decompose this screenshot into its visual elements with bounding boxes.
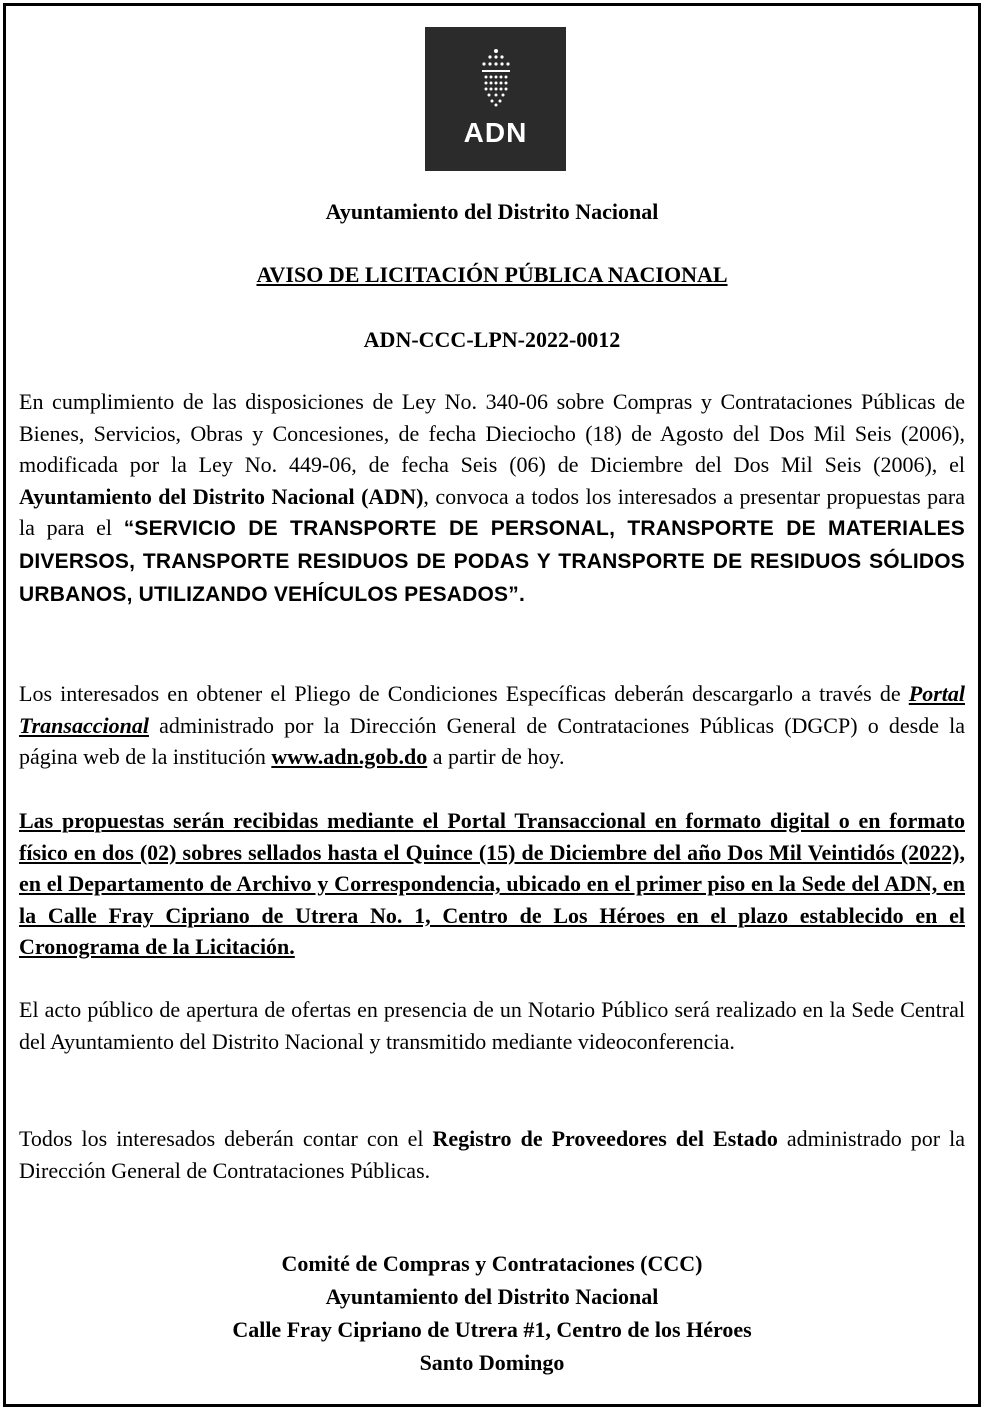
opening-text: El acto público de apertura de ofertas en presencia de un Notario Público será realizado en la Sede Central del Ayuntamiento del Distrito Nacional y transmitido mediante videoconferencia.	[19, 997, 965, 1054]
adn-logo	[425, 27, 566, 171]
para2-end: a partir de hoy.	[427, 744, 565, 770]
reference-code: ADN-CCC-LPN-2022-0012	[363, 327, 621, 352]
notice-title: AVISO DE LICITACIÓN PÚBLICA NACIONAL	[256, 262, 728, 287]
paragraph-opening	[19, 994, 965, 1057]
paragraph-registry	[19, 1123, 965, 1186]
signature-block	[6, 1247, 978, 1379]
paragraph-deadline	[19, 805, 965, 963]
deadline-text: Las propuestas serán recibidas mediante el Portal Transaccional en formato digital o en formato físico en dos (02) sobres sellados hasta el Quince (15) de Diciembre del año Dos Mil Veintidós (2022), en el Departamento de Archivo y Correspondencia, ubicado en el primer piso en la Sede del ADN, en la Calle Fray Cipriano de Utrera No. 1, Centro de Los Héroes en el plazo establecido en el Cronograma de la Licitación.	[19, 808, 965, 960]
footer-address: Calle Fray Cipriano de Utrera #1, Centro de los Héroes	[232, 1317, 752, 1342]
committee-name: Comité de Compras y Contrataciones (CCC)	[281, 1251, 703, 1276]
logo-text: ADN	[463, 117, 528, 148]
paragraph-download	[19, 678, 965, 773]
footer-institution: Ayuntamiento del Distrito Nacional	[325, 1284, 659, 1309]
para1-intro: En cumplimiento de las disposiciones de Ley No. 340-06 sobre Compras y Contrataciones Públicas de Bienes, Servicios, Obras y Concesiones, de fecha Dieciocho (18) de Agosto del Dos Mil Seis (2006), modificada por la Ley No. 449-06, de fecha Seis (06) de Diciembre del Dos Mil Seis (2006), el	[19, 389, 965, 478]
para2-middle: administrado por la Dirección General de Contrataciones Públicas (DGCP) o desde la página web de la institución	[19, 712, 965, 770]
registry-name: Registro de Proveedores del Estado	[432, 1126, 778, 1151]
para5-after: administrado por la Dirección General de Contrataciones Públicas.	[19, 1126, 965, 1183]
crest-icon	[479, 47, 513, 107]
portal-transaccional-link[interactable]: Portal Transaccional	[19, 681, 965, 738]
entity-name: Ayuntamiento del Distrito Nacional (ADN)	[19, 483, 424, 509]
institution-heading: Ayuntamiento del Distrito Nacional	[325, 199, 659, 224]
footer-city: Santo Domingo	[419, 1350, 565, 1375]
para2-before: Los interesados en obtener el Pliego de Condiciones Específicas deberán descargarlo a través de	[19, 681, 909, 706]
service-title: “SERVICIO DE TRANSPORTE DE PERSONAL, TRANSPORTE DE MATERIALES DIVERSOS, TRANSPORTE RESIDUOS DE PODAS Y TRANSPORTE DE RESIDUOS SÓLIDOS URBANOS, UTILIZANDO VEHÍCULOS PESADOS”.	[19, 517, 966, 606]
para1-middle: , convoca a todos los interesados a presentar propuestas para la para el	[19, 483, 965, 541]
website-link[interactable]: www.adn.gob.do	[271, 744, 428, 770]
paragraph-legal-basis	[19, 386, 965, 610]
para5-before: Todos los interesados deberán contar con el	[19, 1126, 433, 1151]
notice-frame	[3, 3, 981, 1407]
